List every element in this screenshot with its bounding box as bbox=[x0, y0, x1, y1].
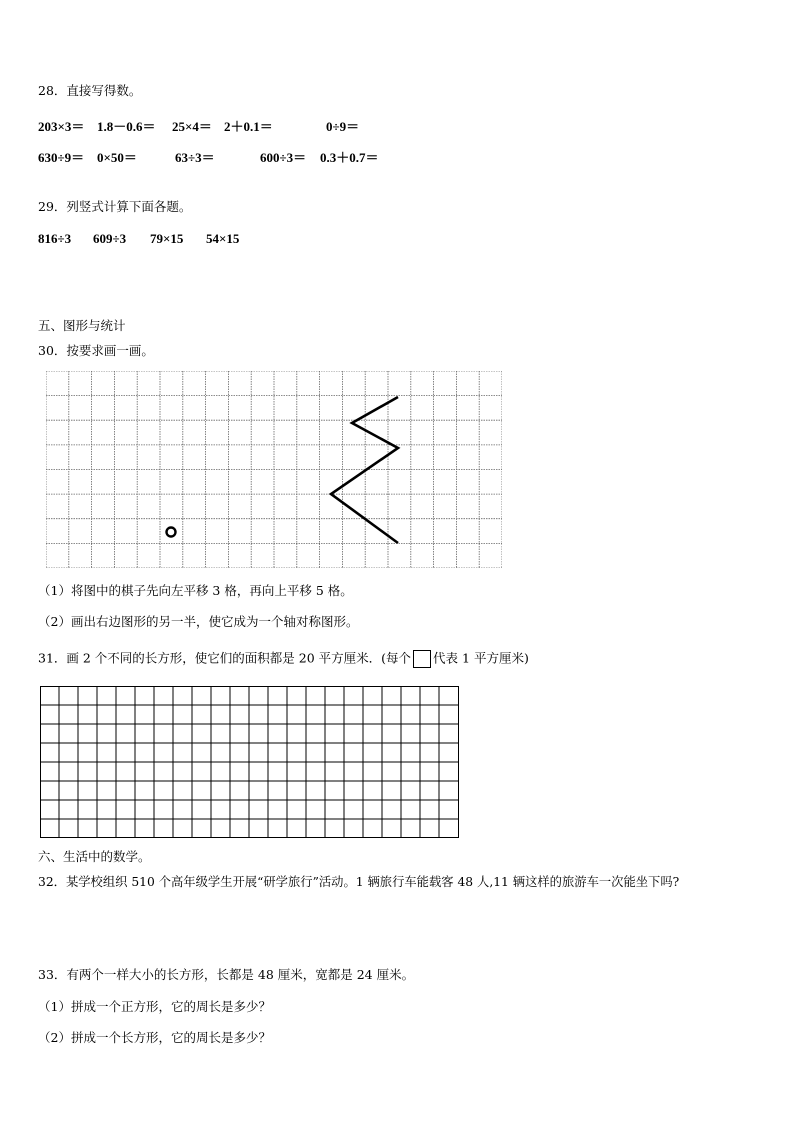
q29-item-1: 816÷3 bbox=[38, 231, 72, 246]
q31-title-part2: 代表 1 平方厘米) bbox=[433, 650, 529, 666]
q29-title: 29．列竖式计算下面各题。 bbox=[38, 199, 192, 214]
q28-title: 28．直接写得数。 bbox=[38, 83, 142, 98]
q29-item-4: 54×15 bbox=[206, 231, 240, 246]
q30-drawing-grid bbox=[46, 371, 502, 568]
q28-expr-1-5: 0÷9＝ bbox=[326, 119, 360, 134]
q33-sub1: （1）拼成一个正方形，它的周长是多少？ bbox=[38, 999, 271, 1014]
q28-expr-2-5: 0.3＋0.7＝ bbox=[320, 150, 379, 165]
q28-expr-2-3: 63÷3＝ bbox=[175, 150, 215, 165]
q31-unit-square-icon bbox=[413, 650, 431, 668]
q31-drawing-grid bbox=[40, 686, 459, 838]
q28-expr-2-4: 600÷3＝ bbox=[260, 150, 307, 165]
q31-title bbox=[38, 650, 529, 668]
q29-item-2: 609÷3 bbox=[93, 231, 127, 246]
q29-item-3: 79×15 bbox=[150, 231, 184, 246]
q31-title-part1: 31．画 2 个不同的长方形，使它们的面积都是 20 平方厘米．(每个 bbox=[38, 650, 412, 666]
q30-title: 30．按要求画一画。 bbox=[38, 343, 154, 358]
q28-expr-2-2: 0×50＝ bbox=[97, 150, 137, 165]
q33-sub2: （2）拼成一个长方形，它的周长是多少？ bbox=[38, 1030, 271, 1045]
section-5-heading: 五、图形与统计 bbox=[38, 318, 126, 333]
q28-expr-1-4: 2＋0.1＝ bbox=[224, 119, 273, 134]
q30-sub1: （1）将图中的棋子先向左平移 3 格，再向上平移 5 格。 bbox=[38, 583, 353, 598]
section-6-heading: 六、生活中的数学。 bbox=[38, 849, 151, 864]
q32-title: 32．某学校组织 510 个高年级学生开展“研学旅行”活动。1 辆旅行车能载客 48 人,11 辆这样的旅游车一次能坐下吗? bbox=[38, 875, 680, 889]
q30-chess-piece bbox=[167, 528, 176, 537]
q30-sub2: （2）画出右边图形的另一半，使它成为一个轴对称图形。 bbox=[38, 614, 359, 629]
q28-expr-2-1: 630÷9＝ bbox=[38, 150, 85, 165]
q30-grid-lines bbox=[46, 371, 502, 568]
q28-expr-1-2: 1.8－0.6＝ bbox=[97, 119, 156, 134]
q28-expr-1-1: 203×3＝ bbox=[38, 119, 85, 134]
q33-title: 33．有两个一样大小的长方形，长都是 48 厘米，宽都是 24 厘米。 bbox=[38, 967, 415, 982]
q28-expr-1-3: 25×4＝ bbox=[172, 119, 212, 134]
